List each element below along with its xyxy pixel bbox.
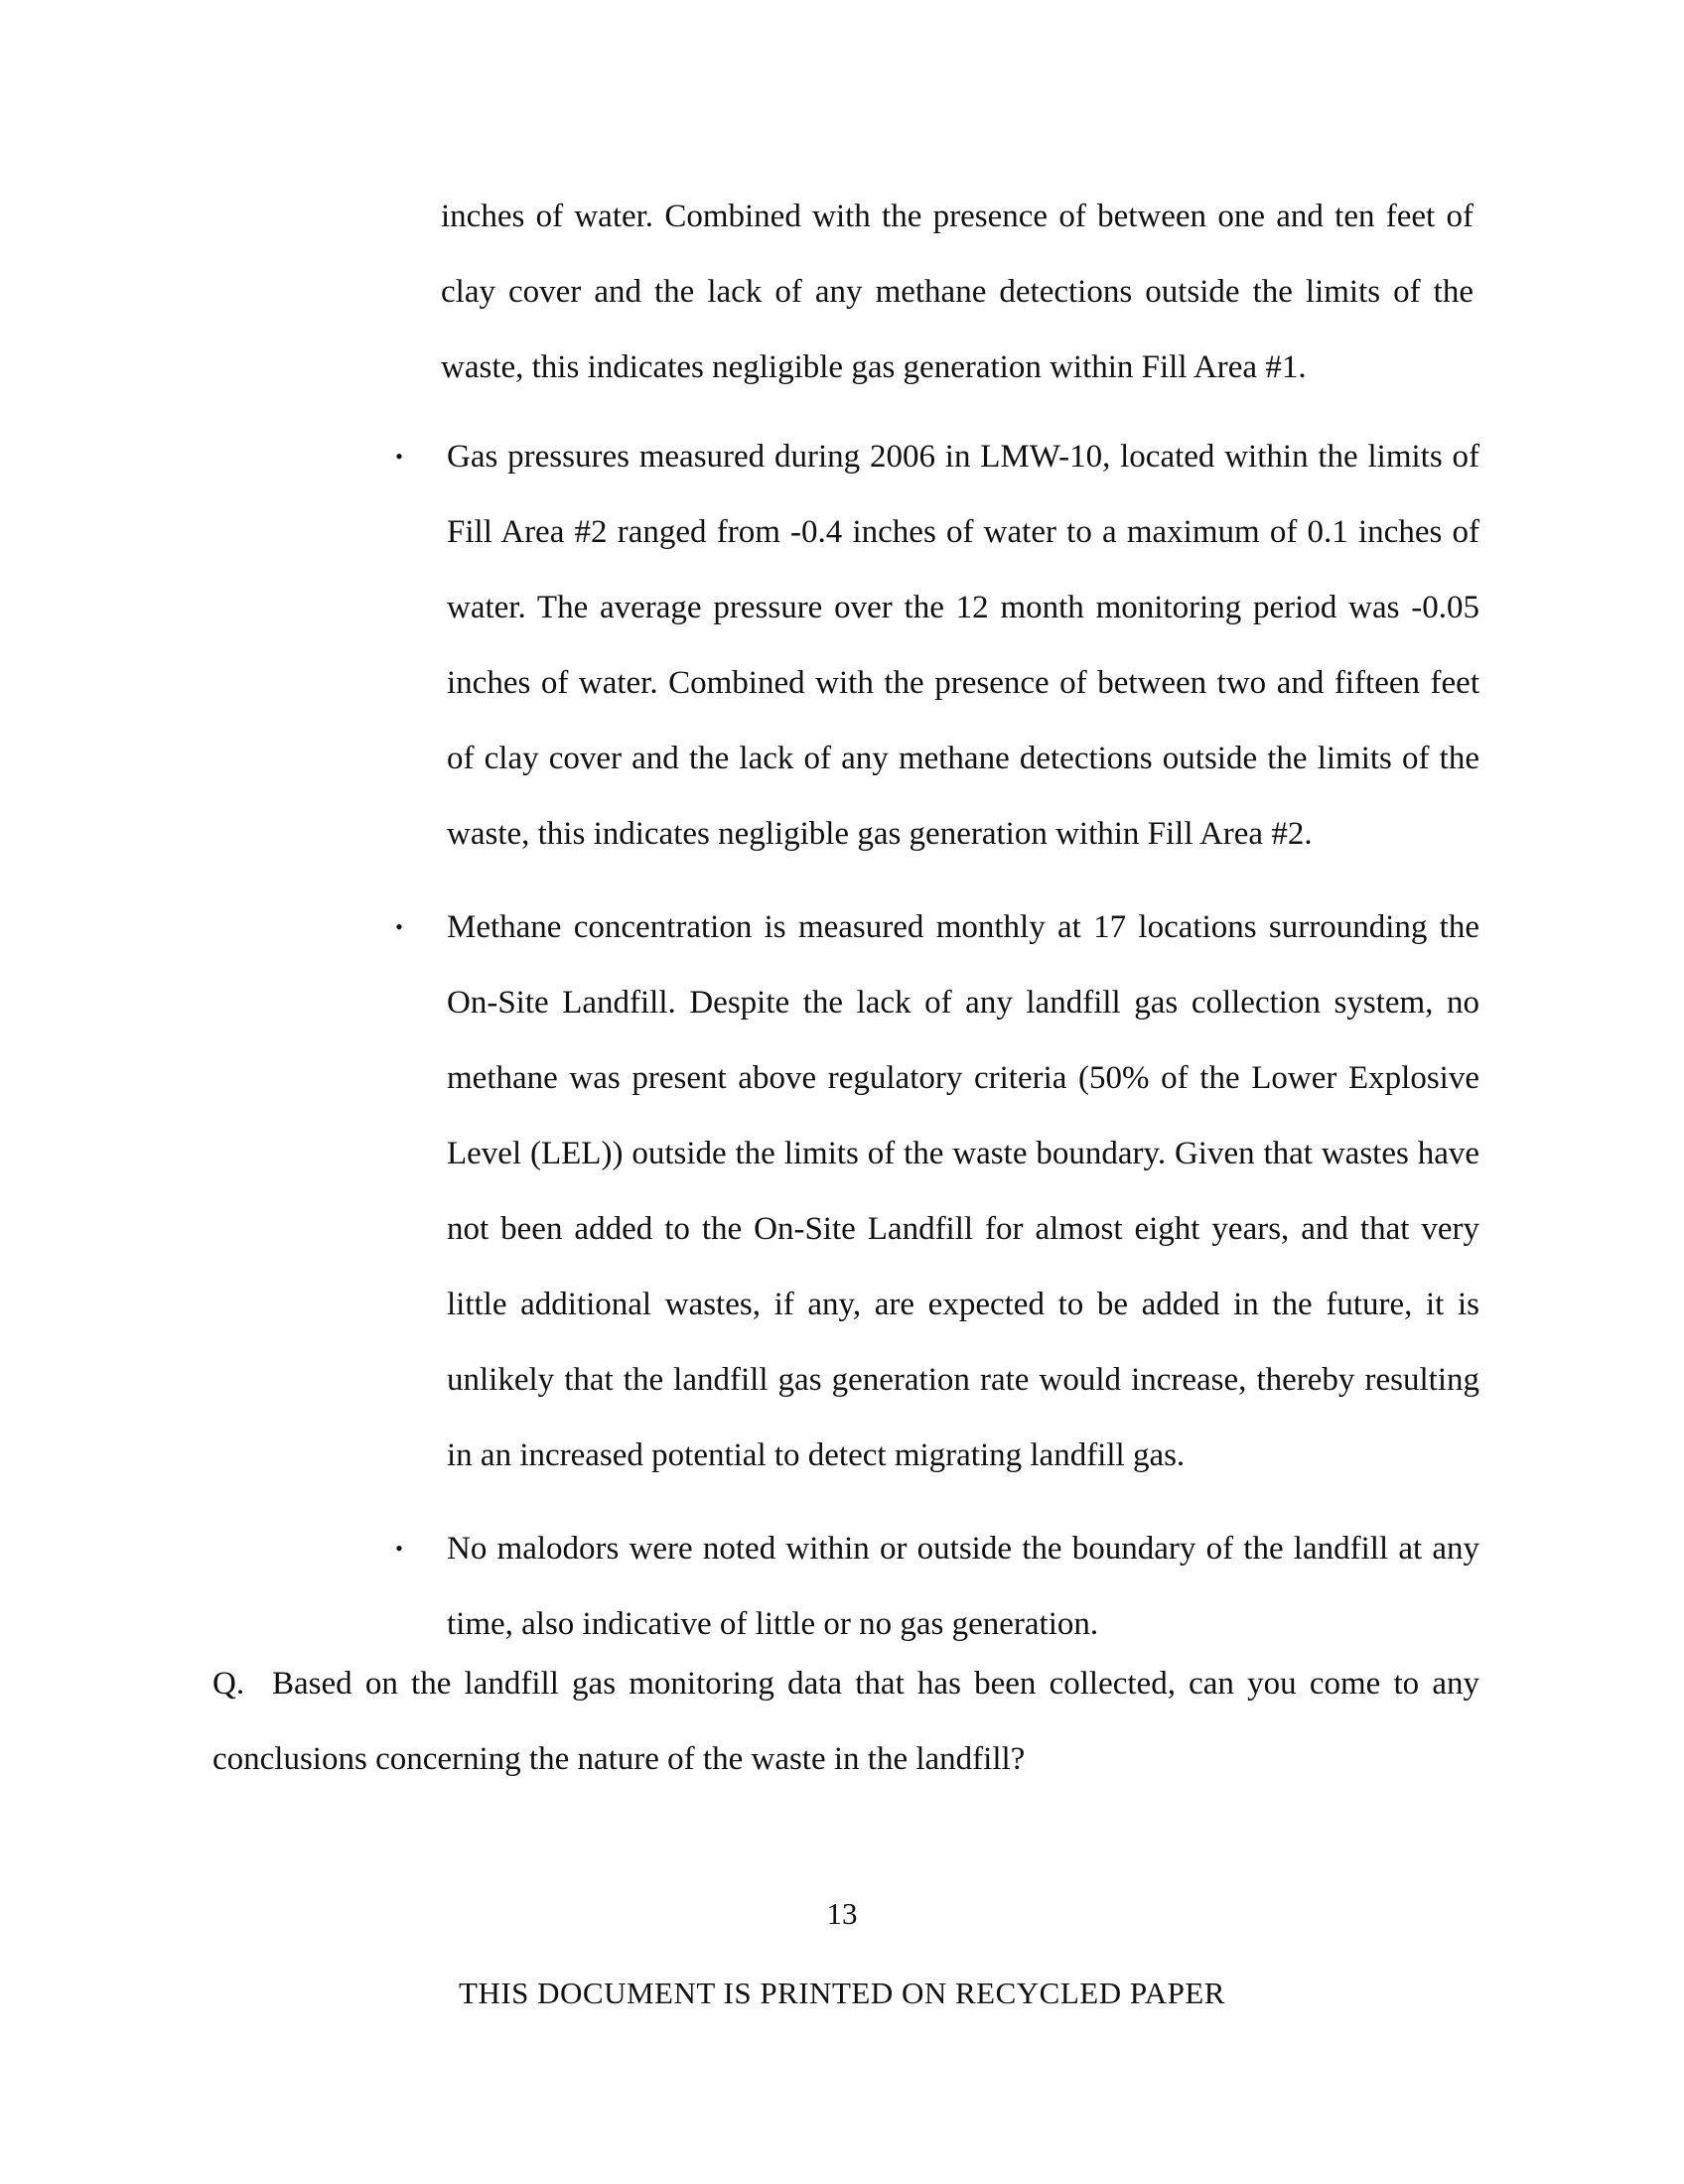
bullet-item-methane-concentration xyxy=(389,889,1479,1493)
bullet-item-gas-pressures xyxy=(389,419,1479,872)
bullet-text: No malodors were noted within or outside the boundary of the landfill at any time, also indicative of little or no gas generation. xyxy=(447,1531,1479,1642)
page-number: 13 xyxy=(826,1896,858,1931)
bullet-list xyxy=(389,419,1479,1680)
bullet-item-malodors xyxy=(389,1511,1479,1662)
question-paragraph xyxy=(212,1646,1479,1797)
footer-note: THIS DOCUMENT IS PRINTED ON RECYCLED PAPER xyxy=(459,1976,1225,2010)
question-label: Q. xyxy=(212,1666,245,1702)
bullet-text: Gas pressures measured during 2006 in LMW-10, located within the limits of Fill Area #2 ranged from -0.4 inches of water to a maximum of 0.1 inches of water. The average pressure over the 12 month monitoring period was -0.05 inches of water. Combined with the presence of between two and fifteen feet of clay cover and the lack of any methane detections outside the limits of the waste, this indicates negligible gas generation within Fill Area #2. xyxy=(447,439,1479,852)
bullet-icon: • xyxy=(395,914,403,939)
question-text: Based on the landfill gas monitoring data that has been collected, can you come to any conclusions concerning the nature of the waste in the landfill? xyxy=(212,1666,1479,1777)
continuation-paragraph: inches of water. Combined with the presence of between one and ten feet of clay cover and the lack of any methane detections outside the limits of the waste, this indicates negligible gas generation within Fill Area #1. xyxy=(441,199,1474,385)
bullet-icon: • xyxy=(395,444,403,469)
bullet-text: Methane concentration is measured monthly at 17 locations surrounding the On-Site Landfill. Despite the lack of any landfill gas collection system, no methane was present above regulatory criteria (50% of the Lower Explosive Level (LEL)) outside the limits of the waste boundary. Given that wastes have not been added to the On-Site Landfill for almost eight years, and that very little additional wastes, if any, are expected to be added in the future, it is unlikely that the landfill gas generation rate would increase, thereby resulting in an increased potential to detect migrating landfill gas. xyxy=(447,909,1479,1473)
bullet-icon: • xyxy=(395,1536,403,1561)
